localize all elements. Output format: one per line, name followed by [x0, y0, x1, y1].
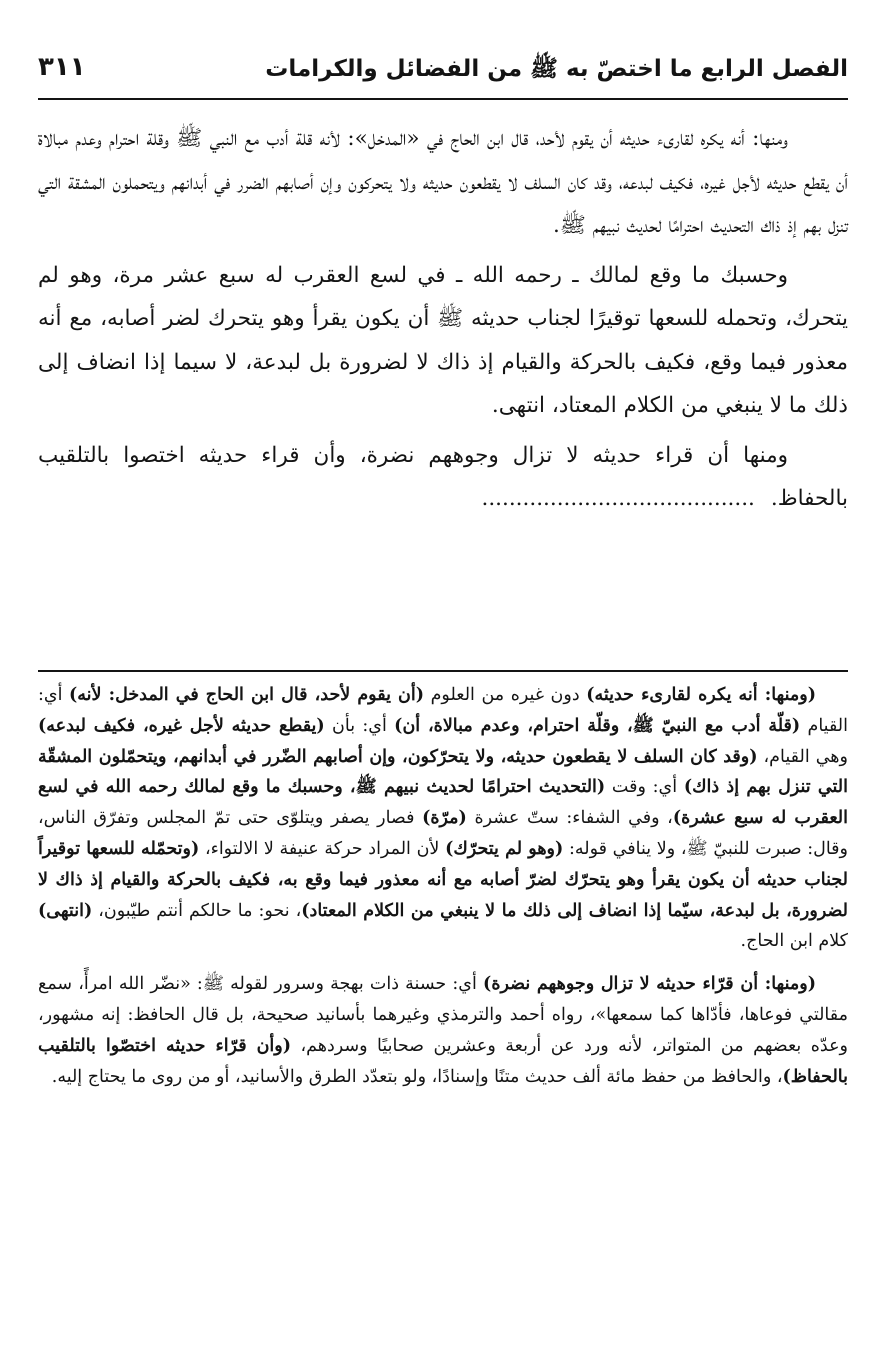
commentary-segment: أي: وقت: [605, 777, 684, 798]
commentary-segment: (وتحمّله للسعها توقيراً لجناب حديثه أن يكون يقرأ وهو يتحرّك لضرّ أصابه مع أنه معذور فيما وقع به، فكيف بالحركة والقيام إذ ذاك لا لضرورة، بل لبدعة، سيّما إذا انضاف إلى ذلك ما لا ينبغي من الكلام المعتاد): [38, 838, 848, 921]
commentary-segment: أي: القيام: [38, 685, 848, 736]
commentary-segment: (قلّة أدب مع النبيّ ﷺ، وقلّة احترام، وعدم مبالاة، أن): [394, 715, 801, 736]
commentary-segment: (ومنها: أن قرّاء حديثه لا تزال وجوههم نضرة): [483, 974, 817, 995]
main-text: [38, 117, 848, 521]
commentary: [38, 680, 848, 1092]
commentary-segment: (وأن قرّاء حديثه اختصّوا بالتلقيب بالحفاظ): [38, 1035, 848, 1087]
page-header: [38, 48, 848, 100]
commentary-segment: ، نحو: ما حالكم أنتم طيّبون،: [92, 900, 302, 921]
commentary-segment: (انتهى): [38, 900, 93, 921]
main-paragraph-3: [38, 434, 848, 521]
commentary-paragraph-1: [38, 680, 848, 957]
main-paragraph-1: ومنها: أنه يكره لقارىء حديثه أن يقوم لأحد، قال ابن الحاج في «المدخل»: لأنه قلة أدب مع النبي ﷺ وقلة احترام وعدم مبالاة أن يقطع حديثه لأجل غيره، فكيف لبدعه، وقد كان السلف لا يقطعون حديثه ولا يتحركون وإن أصابهم الضرر في أبدانهم ويتحملون المشقة التي تنزل بهم إذ ذاك التحديث احترامًا لحديث نبيهم ﷺ.: [38, 126, 848, 238]
commentary-segment: فصار يصفر ويتلوّى حتى تمّ المجلس وتفرّق الناس، وقال: صبرت للنبيّ ﷺ، ولا ينافي قوله:: [38, 808, 848, 859]
main-paragraph-3-text: ومنها أن قراء حديثه لا تزال وجوههم نضرة، وأن قراء حديثه اختصوا بالتلقيب بالحفاظ.: [38, 442, 848, 511]
book-page: [38, 0, 848, 1359]
main-paragraph-2: وحسبك ما وقع لمالك ـ رحمه الله ـ في لسع العقرب له سبع عشر مرة، وهو لم يتحرك، وتحمله للسعها توقيرًا لجناب حديثه ﷺ أن يكون يقرأ وهو يتحرك لضر أصابه، مع أنه معذور فيما وقع، فكيف بالحركة والقيام إذ ذاك لا لضرورة بل لبدعة، لا سيما إذا انضاف إلى ذلك ما لا ينبغي من الكلام المعتاد، انتهى.: [38, 262, 848, 418]
commentary-segment: ، والحافظ من حفظ مائة ألف حديث متنًا وإسنادًا، ولو بتعدّد الطرق والأسانيد، أو من روى ما يحتاج إليه.: [51, 1066, 783, 1087]
commentary-segment: كلام ابن الحاج.: [740, 931, 848, 952]
commentary-segment: (يقطع حديثه لأجل غيره، فكيف لبدعه): [38, 715, 325, 736]
commentary-segment: أي: بأن: [324, 715, 395, 736]
commentary-segment: ، وفي الشفاء: ستّ عشرة: [466, 808, 673, 829]
commentary-segment: وهي القيام،: [757, 746, 848, 767]
commentary-segment: (مرّة): [422, 808, 467, 829]
commentary-segment: (أن يقوم لأحد، قال ابن الحاج في المدخل: لأنه): [69, 685, 425, 705]
commentary-segment: دون غيره من العلوم: [424, 685, 587, 705]
commentary-segment: أي: حسنة ذات بهجة وسرور لقوله ﷺ: «نضّر الله امرأً، سمع مقالتي فوعاها، فأدّاها كما سمعها»، رواه أحمد والترمذي وغيرهما بأسانيد صحيحة، بل قال الحافظ: إنه مشهور، وعدّه بعضهم من المتواتر، لأنه ورد عن أربعة وعشرين صحابيًا وسردهم،: [38, 974, 848, 1056]
footnote-separator: [38, 670, 848, 672]
commentary-segment: (ومنها: أنه يكره لقارىء حديثه): [586, 685, 816, 705]
page-number: ٣١١: [38, 52, 86, 82]
chapter-title: الفصل الرابع ما اختصّ به ﷺ من الفضائل والكرامات: [265, 56, 848, 82]
commentary-segment: لأن المراد حركة عنيفة لا الالتواء،: [199, 838, 446, 859]
commentary-segment: (وقد كان السلف لا يقطعون حديثه، ولا يتحرّكون، وإن أصابهم الضّرر في أبدانهم، ويتحمّلون المشقّة التي تنزل بهم إذ ذاك): [38, 746, 848, 798]
commentary-segment: (التحديث احترامًا لحديث نبيهم ﷺ، وحسبك ما وقع لمالك رحمه الله في لسع العقرب له سبع عشرة): [38, 777, 848, 829]
commentary-segment: (وهو لم يتحرّك): [445, 838, 564, 859]
commentary-paragraph-2: [38, 969, 848, 1092]
ellipsis-dots: ........................................: [481, 486, 755, 511]
